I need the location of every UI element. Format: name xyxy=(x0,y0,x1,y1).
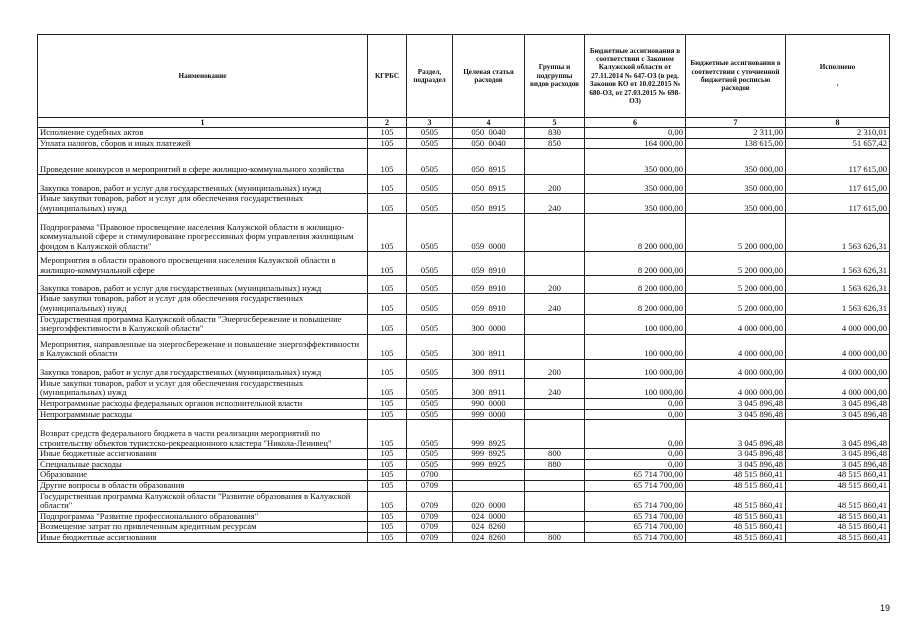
table-row xyxy=(38,334,890,359)
table-row xyxy=(38,409,890,420)
row-name: Непрограммные расходы федеральных органов исполнительной власти xyxy=(38,398,368,409)
row-executed-amount: 3 045 896,48 xyxy=(786,459,890,470)
header-refined: Бюджетные ассигнования в соответствии с уточненной бюджетной росписью расходов xyxy=(686,35,786,118)
row-target: 999 0000 xyxy=(453,409,525,420)
row-executed-amount: 48 515 860,41 xyxy=(786,532,890,543)
row-group: 800 xyxy=(525,449,585,460)
row-section: 0505 xyxy=(407,194,453,214)
row-section: 0505 xyxy=(407,128,453,139)
row-kgrbs: 105 xyxy=(368,194,407,214)
row-law-amount: 0,00 xyxy=(585,128,686,139)
table-row xyxy=(38,214,890,252)
row-refined-amount: 2 311,00 xyxy=(686,128,786,139)
row-kgrbs: 105 xyxy=(368,511,407,522)
row-name: Уплата налогов, сборов и иных платежей xyxy=(38,138,368,149)
row-target: 024 8260 xyxy=(453,522,525,533)
row-law-amount: 65 714 700,00 xyxy=(585,491,686,511)
row-executed-amount: 1 563 626,31 xyxy=(786,276,890,294)
row-target: 990 0000 xyxy=(453,398,525,409)
row-kgrbs: 105 xyxy=(368,294,407,314)
row-target: 050 8915 xyxy=(453,194,525,214)
row-target: 059 0000 xyxy=(453,214,525,252)
row-target: 059 8910 xyxy=(453,252,525,276)
row-refined-amount: 4 000 000,00 xyxy=(686,334,786,359)
row-law-amount: 0,00 xyxy=(585,398,686,409)
row-section: 0709 xyxy=(407,522,453,533)
row-kgrbs: 105 xyxy=(368,334,407,359)
table-row xyxy=(38,459,890,470)
row-law-amount: 65 714 700,00 xyxy=(585,470,686,481)
column-number: 8 xyxy=(786,118,890,128)
row-target: 050 8915 xyxy=(453,149,525,175)
row-name: Проведение конкурсов и мероприятий в сфере жилищно-коммунального хозяйства xyxy=(38,149,368,175)
table-row xyxy=(38,359,890,378)
row-kgrbs: 105 xyxy=(368,480,407,491)
row-kgrbs: 105 xyxy=(368,459,407,470)
row-target: 059 8910 xyxy=(453,276,525,294)
row-name: Другие вопросы в области образования xyxy=(38,480,368,491)
row-section: 0505 xyxy=(407,420,453,449)
row-group xyxy=(525,252,585,276)
column-number-row xyxy=(38,118,890,128)
table-row xyxy=(38,491,890,511)
header-mark: › xyxy=(836,81,839,89)
row-section: 0505 xyxy=(407,409,453,420)
row-refined-amount: 48 515 860,41 xyxy=(686,532,786,543)
row-section: 0505 xyxy=(407,252,453,276)
row-group xyxy=(525,314,585,334)
row-law-amount: 350 000,00 xyxy=(585,149,686,175)
row-refined-amount: 48 515 860,41 xyxy=(686,522,786,533)
row-name: Иные бюджетные ассигнования xyxy=(38,449,368,460)
column-number: 6 xyxy=(585,118,686,128)
row-executed-amount: 48 515 860,41 xyxy=(786,470,890,481)
column-number: 4 xyxy=(453,118,525,128)
row-target: 300 8911 xyxy=(453,359,525,378)
row-law-amount: 100 000,00 xyxy=(585,378,686,398)
row-section: 0709 xyxy=(407,511,453,522)
row-executed-amount: 4 000 000,00 xyxy=(786,378,890,398)
row-name: Непрограммные расходы xyxy=(38,409,368,420)
table-row xyxy=(38,252,890,276)
row-name: Подпрограмма "Правовое просвещение населения Калужской области в жилищно-коммунальной сфере и стимулирование прогрессивных форм управления жилищным фондом в Калужской области" xyxy=(38,214,368,252)
row-name: Государственная программа Калужской области "Развитие образования в Калужской области" xyxy=(38,491,368,511)
table-row xyxy=(38,378,890,398)
row-name: Мероприятия в области правового просвещения населения Калужской области в жилищно-коммунальной сфере xyxy=(38,252,368,276)
row-refined-amount: 48 515 860,41 xyxy=(686,480,786,491)
row-law-amount: 65 714 700,00 xyxy=(585,532,686,543)
row-executed-amount: 3 045 896,48 xyxy=(786,449,890,460)
row-executed-amount: 48 515 860,41 xyxy=(786,522,890,533)
row-name: Закупка товаров, работ и услуг для государственных (муниципальных) нужд xyxy=(38,175,368,194)
row-section: 0505 xyxy=(407,398,453,409)
row-law-amount: 350 000,00 xyxy=(585,194,686,214)
row-section: 0505 xyxy=(407,294,453,314)
row-refined-amount: 48 515 860,41 xyxy=(686,511,786,522)
row-law-amount: 65 714 700,00 xyxy=(585,522,686,533)
row-target: 300 8911 xyxy=(453,378,525,398)
row-section: 0505 xyxy=(407,214,453,252)
row-refined-amount: 4 000 000,00 xyxy=(686,378,786,398)
row-executed-amount: 48 515 860,41 xyxy=(786,511,890,522)
row-executed-amount: 1 563 626,31 xyxy=(786,214,890,252)
table-row xyxy=(38,532,890,543)
row-kgrbs: 105 xyxy=(368,398,407,409)
table-row xyxy=(38,398,890,409)
row-executed-amount: 3 045 896,48 xyxy=(786,409,890,420)
column-number: 2 xyxy=(368,118,407,128)
row-kgrbs: 105 xyxy=(368,276,407,294)
row-name: Закупка товаров, работ и услуг для государственных (муниципальных) нужд xyxy=(38,359,368,378)
row-law-amount: 8 200 000,00 xyxy=(585,252,686,276)
row-refined-amount: 48 515 860,41 xyxy=(686,491,786,511)
table-row xyxy=(38,276,890,294)
row-kgrbs: 105 xyxy=(368,128,407,139)
header-executed xyxy=(786,35,890,118)
row-executed-amount: 1 563 626,31 xyxy=(786,294,890,314)
row-group: 200 xyxy=(525,276,585,294)
row-target: 999 8925 xyxy=(453,420,525,449)
header-executed-label: Исполнено xyxy=(819,62,856,71)
row-refined-amount: 4 000 000,00 xyxy=(686,359,786,378)
row-executed-amount: 117 615,00 xyxy=(786,149,890,175)
row-law-amount: 65 714 700,00 xyxy=(585,480,686,491)
row-law-amount: 65 714 700,00 xyxy=(585,511,686,522)
row-section: 0505 xyxy=(407,449,453,460)
row-section: 0505 xyxy=(407,138,453,149)
row-law-amount: 0,00 xyxy=(585,420,686,449)
row-name: Иные бюджетные ассигнования xyxy=(38,532,368,543)
table-row xyxy=(38,470,890,481)
row-refined-amount: 3 045 896,48 xyxy=(686,420,786,449)
table-row xyxy=(38,480,890,491)
row-target xyxy=(453,470,525,481)
row-name: Иные закупки товаров, работ и услуг для обеспечения государственных (муниципальных) нужд xyxy=(38,378,368,398)
row-target: 300 0000 xyxy=(453,314,525,334)
row-group xyxy=(525,470,585,481)
row-executed-amount: 3 045 896,48 xyxy=(786,420,890,449)
row-law-amount: 0,00 xyxy=(585,409,686,420)
row-kgrbs: 105 xyxy=(368,138,407,149)
header-target: Целевая статья расходов xyxy=(453,35,525,118)
row-refined-amount: 350 000,00 xyxy=(686,149,786,175)
row-refined-amount: 350 000,00 xyxy=(686,194,786,214)
row-target: 999 8925 xyxy=(453,459,525,470)
row-target: 024 0000 xyxy=(453,511,525,522)
row-executed-amount: 51 657,42 xyxy=(786,138,890,149)
row-group xyxy=(525,149,585,175)
row-group: 240 xyxy=(525,378,585,398)
row-kgrbs: 105 xyxy=(368,532,407,543)
row-law-amount: 0,00 xyxy=(585,459,686,470)
row-section: 0505 xyxy=(407,276,453,294)
row-kgrbs: 105 xyxy=(368,470,407,481)
row-executed-amount: 4 000 000,00 xyxy=(786,334,890,359)
row-kgrbs: 105 xyxy=(368,491,407,511)
column-number: 7 xyxy=(686,118,786,128)
row-section: 0505 xyxy=(407,175,453,194)
row-law-amount: 100 000,00 xyxy=(585,359,686,378)
page-number: 19 xyxy=(880,603,891,613)
header-name: Наименование xyxy=(38,35,368,118)
row-section: 0505 xyxy=(407,378,453,398)
table-row xyxy=(38,294,890,314)
row-executed-amount: 1 563 626,31 xyxy=(786,252,890,276)
row-group xyxy=(525,511,585,522)
row-executed-amount: 117 615,00 xyxy=(786,175,890,194)
row-group: 800 xyxy=(525,532,585,543)
row-group: 200 xyxy=(525,359,585,378)
row-executed-amount: 4 000 000,00 xyxy=(786,314,890,334)
row-section: 0709 xyxy=(407,480,453,491)
row-executed-amount: 4 000 000,00 xyxy=(786,359,890,378)
table-row xyxy=(38,194,890,214)
row-kgrbs: 105 xyxy=(368,522,407,533)
row-kgrbs: 105 xyxy=(368,409,407,420)
row-section: 0700 xyxy=(407,470,453,481)
row-refined-amount: 3 045 896,48 xyxy=(686,449,786,460)
row-kgrbs: 105 xyxy=(368,252,407,276)
row-name: Государственная программа Калужской области "Энергосбережение и повышение энергоэффективности в Калужской области" xyxy=(38,314,368,334)
row-group xyxy=(525,522,585,533)
table-row xyxy=(38,420,890,449)
row-name: Возмещение затрат по привлеченным кредитным ресурсам xyxy=(38,522,368,533)
row-refined-amount: 138 615,00 xyxy=(686,138,786,149)
row-kgrbs: 105 xyxy=(368,175,407,194)
table-row xyxy=(38,511,890,522)
row-law-amount: 8 200 000,00 xyxy=(585,214,686,252)
row-executed-amount: 3 045 896,48 xyxy=(786,398,890,409)
table-row xyxy=(38,175,890,194)
row-refined-amount: 5 200 000,00 xyxy=(686,252,786,276)
row-target: 020 0000 xyxy=(453,491,525,511)
row-kgrbs: 105 xyxy=(368,449,407,460)
row-kgrbs: 105 xyxy=(368,378,407,398)
row-group xyxy=(525,409,585,420)
row-group: 240 xyxy=(525,294,585,314)
row-refined-amount: 5 200 000,00 xyxy=(686,294,786,314)
row-section: 0505 xyxy=(407,314,453,334)
row-kgrbs: 105 xyxy=(368,314,407,334)
row-group xyxy=(525,398,585,409)
row-law-amount: 164 000,00 xyxy=(585,138,686,149)
row-refined-amount: 5 200 000,00 xyxy=(686,214,786,252)
row-group: 880 xyxy=(525,459,585,470)
row-group xyxy=(525,420,585,449)
row-section: 0505 xyxy=(407,359,453,378)
header-section: Раздел, подраздел xyxy=(407,35,453,118)
row-name: Подпрограмма "Развитие профессионального образования" xyxy=(38,511,368,522)
row-group: 830 xyxy=(525,128,585,139)
row-kgrbs: 105 xyxy=(368,359,407,378)
row-refined-amount: 3 045 896,48 xyxy=(686,459,786,470)
row-target: 050 0040 xyxy=(453,138,525,149)
row-refined-amount: 350 000,00 xyxy=(686,175,786,194)
row-law-amount: 8 200 000,00 xyxy=(585,276,686,294)
table-row xyxy=(38,314,890,334)
row-name: Иные закупки товаров, работ и услуг для обеспечения государственных (муниципальных) нужд xyxy=(38,294,368,314)
header-law: Бюджетные ассигнования в соответствии с Законом Калужской области от 27.11.2014 № 647-ОЗ (в ред. Законов КО от 10.02.2015 № 680-ОЗ, от 27.03.2015 № 698-ОЗ) xyxy=(585,35,686,118)
row-section: 0709 xyxy=(407,532,453,543)
header-row xyxy=(38,35,890,118)
row-group xyxy=(525,480,585,491)
table-row xyxy=(38,522,890,533)
budget-table xyxy=(37,34,890,543)
row-group xyxy=(525,491,585,511)
header-groups: Группы и подгруппы видов расходов xyxy=(525,35,585,118)
table-row xyxy=(38,138,890,149)
row-section: 0505 xyxy=(407,459,453,470)
row-target: 024 8260 xyxy=(453,532,525,543)
row-target: 999 8925 xyxy=(453,449,525,460)
row-group: 850 xyxy=(525,138,585,149)
table-row xyxy=(38,449,890,460)
row-group: 200 xyxy=(525,175,585,194)
row-group: 240 xyxy=(525,194,585,214)
table-row xyxy=(38,128,890,139)
row-group xyxy=(525,334,585,359)
row-section: 0505 xyxy=(407,334,453,359)
row-target xyxy=(453,480,525,491)
row-law-amount: 8 200 000,00 xyxy=(585,294,686,314)
row-refined-amount: 48 515 860,41 xyxy=(686,470,786,481)
table-row xyxy=(38,149,890,175)
row-name: Образование xyxy=(38,470,368,481)
table-body xyxy=(38,128,890,543)
row-refined-amount: 5 200 000,00 xyxy=(686,276,786,294)
row-name: Исполнение судебных актов xyxy=(38,128,368,139)
row-kgrbs: 105 xyxy=(368,214,407,252)
row-executed-amount: 48 515 860,41 xyxy=(786,480,890,491)
column-number: 5 xyxy=(525,118,585,128)
row-executed-amount: 117 615,00 xyxy=(786,194,890,214)
row-target: 059 8910 xyxy=(453,294,525,314)
row-target: 300 8911 xyxy=(453,334,525,359)
row-executed-amount: 48 515 860,41 xyxy=(786,491,890,511)
row-name: Мероприятия, направленные на энергосбережение и повышение энергоэффективности в Калужской области xyxy=(38,334,368,359)
row-section: 0709 xyxy=(407,491,453,511)
row-kgrbs: 105 xyxy=(368,420,407,449)
row-target: 050 0040 xyxy=(453,128,525,139)
row-name: Возврат средств федерального бюджета в части реализации мероприятий по строительству объектов туристско-рекреационного кластера "Никола-Ленивец" xyxy=(38,420,368,449)
row-target: 050 8915 xyxy=(453,175,525,194)
row-law-amount: 0,00 xyxy=(585,449,686,460)
row-section: 0505 xyxy=(407,149,453,175)
row-refined-amount: 4 000 000,00 xyxy=(686,314,786,334)
row-law-amount: 100 000,00 xyxy=(585,314,686,334)
header-kgrbs: КГРБС xyxy=(368,35,407,118)
column-number: 3 xyxy=(407,118,453,128)
row-executed-amount: 2 310,01 xyxy=(786,128,890,139)
row-law-amount: 350 000,00 xyxy=(585,175,686,194)
row-group xyxy=(525,214,585,252)
row-name: Специальные расходы xyxy=(38,459,368,470)
row-kgrbs: 105 xyxy=(368,149,407,175)
column-number: 1 xyxy=(38,118,368,128)
row-refined-amount: 3 045 896,48 xyxy=(686,398,786,409)
row-name: Иные закупки товаров, работ и услуг для обеспечения государственных (муниципальных) нужд xyxy=(38,194,368,214)
row-law-amount: 100 000,00 xyxy=(585,334,686,359)
row-name: Закупка товаров, работ и услуг для государственных (муниципальных) нужд xyxy=(38,276,368,294)
row-refined-amount: 3 045 896,48 xyxy=(686,409,786,420)
